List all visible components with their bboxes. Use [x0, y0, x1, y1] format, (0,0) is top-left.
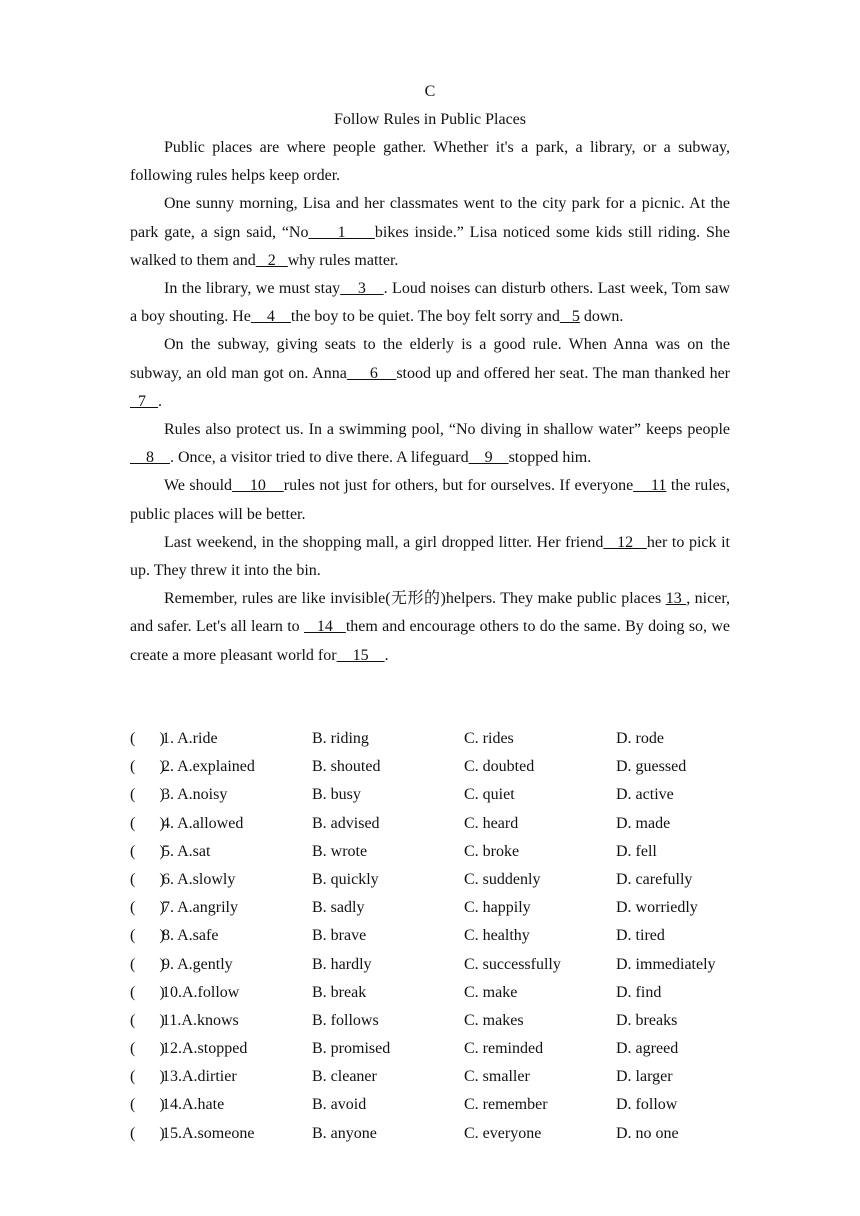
paragraph-text: her to pick it up. They threw it into the bin.	[130, 533, 731, 580]
paragraph-text: Rules also protect us. In a swimming pool, “No diving in shallow water” keeps people	[164, 421, 730, 439]
answer-paren[interactable]: ( )	[130, 786, 165, 804]
passage-body	[130, 134, 730, 670]
paragraph-text: why rules matter.	[287, 251, 399, 269]
answer-paren[interactable]: ( )	[130, 870, 165, 888]
paragraph-text: the rules, public places will be better.	[130, 477, 731, 523]
passage-paragraph	[130, 585, 730, 670]
question-row	[130, 922, 770, 950]
option-a: 13.A.dirtier	[162, 1068, 237, 1086]
passage-paragraph	[130, 331, 730, 416]
answer-blank[interactable]: 9	[468, 449, 509, 467]
answer-paren[interactable]: ( )	[130, 842, 165, 860]
answer-paren[interactable]: ( )	[130, 955, 165, 973]
paragraph-text: In the library, we must stay	[164, 280, 341, 298]
answer-paren[interactable]: ( )	[130, 814, 165, 832]
question-row	[130, 725, 770, 753]
answer-blank[interactable]: 6	[346, 364, 397, 382]
option-d: D. made	[616, 814, 671, 832]
answer-paren[interactable]: ( )	[130, 1096, 165, 1114]
paragraph-text: , nicer, and safer. Let's all learn to	[130, 590, 731, 636]
option-a: 11.A.knows	[162, 1011, 239, 1029]
option-b: B. promised	[312, 1040, 391, 1058]
option-b: B. cleaner	[312, 1068, 377, 1086]
passage-title: Follow Rules in Public Places	[334, 111, 526, 128]
option-a: 6. A.slowly	[162, 870, 236, 888]
question-row	[130, 781, 770, 809]
paragraph-text: . Once, a visitor tried to dive there. A lifeguard	[170, 449, 469, 467]
option-c: C. reminded	[464, 1040, 544, 1058]
option-d: D. agreed	[616, 1040, 679, 1058]
question-row	[130, 951, 770, 979]
passage-paragraph	[130, 416, 730, 472]
option-b: B. riding	[312, 730, 369, 747]
option-a: 3. A.noisy	[162, 786, 228, 804]
option-d: D. worriedly	[616, 899, 698, 917]
option-b: B. advised	[312, 814, 380, 832]
paragraph-text: .	[384, 646, 389, 664]
option-a: 7. A.angrily	[162, 899, 238, 917]
paragraph-text: .	[158, 392, 162, 410]
question-row	[130, 894, 770, 922]
answer-blank[interactable]: 8	[130, 449, 170, 467]
question-row	[130, 1120, 770, 1148]
paragraph-text: rules not just for others, but for ourselves. If everyone	[283, 477, 634, 495]
answer-blank[interactable]: 12	[603, 533, 647, 551]
paragraph-text: the boy to be quiet. The boy felt sorry and	[290, 308, 560, 326]
answer-blank[interactable]: 14	[304, 618, 346, 636]
option-c: C. heard	[464, 814, 519, 832]
answer-paren[interactable]: ( )	[130, 927, 165, 945]
passage-paragraph	[130, 529, 730, 585]
answer-paren[interactable]: ( )	[130, 1040, 165, 1058]
option-b: B. anyone	[312, 1124, 377, 1142]
passage-paragraph	[130, 275, 730, 331]
answer-blank[interactable]: 15	[336, 646, 385, 664]
option-c: C. successfully	[464, 955, 561, 973]
section-letter: C	[424, 83, 436, 100]
option-c: C. happily	[464, 899, 531, 917]
option-c: C. suddenly	[464, 870, 541, 888]
option-b: B. busy	[312, 786, 361, 804]
answer-paren[interactable]: ( )	[130, 758, 165, 776]
answer-blank[interactable]: 11	[633, 477, 667, 495]
option-b: B. shouted	[312, 758, 381, 776]
option-a: 15.A.someone	[162, 1124, 255, 1142]
question-row	[130, 1091, 770, 1119]
paragraph-text: . Loud noises can disturb others. Last week, Tom saw a boy shouting. He	[130, 280, 731, 326]
option-b: B. sadly	[312, 899, 365, 917]
option-d: D. find	[616, 983, 662, 1001]
option-a: 5. A.sat	[162, 842, 211, 860]
paragraph-text: Last weekend, in the shopping mall, a girl dropped litter. Her friend	[164, 533, 604, 551]
option-a: 10.A.follow	[162, 983, 240, 1001]
paragraph-text: stopped him.	[508, 449, 592, 467]
question-row	[130, 838, 770, 866]
option-d: D. active	[616, 786, 674, 804]
question-list	[130, 725, 770, 1148]
option-a: 8. A.safe	[162, 927, 219, 945]
answer-blank[interactable]: 4	[250, 308, 291, 326]
option-b: B. hardly	[312, 955, 372, 973]
answer-paren[interactable]: ( )	[130, 730, 165, 747]
option-c: C. everyone	[464, 1124, 542, 1142]
paragraph-text: On the subway, giving seats to the elderly is a good rule. When Anna was on the subway, an old man got on. Anna	[130, 336, 730, 382]
option-c: C. healthy	[464, 927, 530, 945]
option-a: 2. A.explained	[162, 758, 255, 776]
question-row	[130, 979, 770, 1007]
option-c: C. doubted	[464, 758, 535, 776]
question-row	[130, 866, 770, 894]
option-b: B. quickly	[312, 870, 379, 888]
passage-paragraph	[130, 472, 730, 528]
option-d: D. larger	[616, 1068, 673, 1086]
option-b: B. break	[312, 983, 367, 1001]
answer-blank[interactable]: 7	[130, 392, 158, 410]
option-d: D. no one	[616, 1124, 679, 1142]
option-d: D. immediately	[616, 955, 716, 973]
option-c: C. remember	[464, 1096, 548, 1114]
paragraph-text: One sunny morning, Lisa and her classmates went to the city park for a picnic. At the park gate, a sign said, “No	[130, 195, 730, 241]
option-b: B. brave	[312, 927, 367, 945]
answer-paren[interactable]: ( )	[130, 1068, 165, 1086]
answer-blank[interactable]: 2	[255, 251, 288, 269]
option-d: D. guessed	[616, 758, 687, 776]
paragraph-text: Remember, rules are like invisible(无形的)helpers. They make public places	[164, 590, 666, 608]
answer-blank[interactable]: 3	[340, 280, 384, 298]
question-row	[130, 810, 770, 838]
option-a: 14.A.hate	[162, 1096, 225, 1114]
option-b: B. wrote	[312, 842, 368, 860]
answer-paren[interactable]: ( )	[130, 899, 165, 917]
passage-section	[130, 78, 730, 670]
passage-paragraph	[130, 134, 730, 190]
option-a: 4. A.allowed	[162, 814, 244, 832]
option-a: 1. A.ride	[162, 730, 218, 747]
option-d: D. breaks	[616, 1011, 678, 1029]
passage-paragraph	[130, 190, 730, 275]
question-row	[130, 1063, 770, 1091]
answer-blank[interactable]: 1	[308, 223, 375, 241]
option-a: 9. A.gently	[162, 955, 233, 973]
answer-paren[interactable]: ( )	[130, 983, 165, 1001]
paragraph-text: stood up and offered her seat. The man thanked her	[396, 364, 731, 382]
option-d: D. tired	[616, 927, 665, 945]
option-c: C. quiet	[464, 786, 515, 804]
answer-blank[interactable]: 5	[559, 308, 580, 326]
answer-paren[interactable]: ( )	[130, 1011, 165, 1029]
answer-blank[interactable]: 10	[232, 477, 284, 495]
option-c: C. smaller	[464, 1068, 530, 1086]
option-d: D. carefully	[616, 870, 693, 888]
paragraph-text: down.	[579, 308, 624, 326]
option-d: D. rode	[616, 730, 664, 747]
option-c: C. rides	[464, 730, 514, 747]
paragraph-text: them and encourage others to do the same. By doing so, we create a more pleasant world for	[130, 618, 731, 664]
answer-paren[interactable]: ( )	[130, 1124, 165, 1142]
option-d: D. follow	[616, 1096, 678, 1114]
option-a: 12.A.stopped	[162, 1040, 248, 1058]
question-row	[130, 1007, 770, 1035]
option-c: C. make	[464, 983, 518, 1001]
answer-blank[interactable]: 13	[665, 590, 687, 608]
paragraph-text: We should	[164, 477, 233, 495]
question-row	[130, 753, 770, 781]
paragraph-text: Public places are where people gather. Whether it's a park, a library, or a subway, following rules helps keep order.	[130, 139, 730, 185]
option-d: D. fell	[616, 842, 657, 860]
option-c: C. makes	[464, 1011, 524, 1029]
option-c: C. broke	[464, 842, 520, 860]
option-b: B. follows	[312, 1011, 379, 1029]
question-row	[130, 1035, 770, 1063]
paragraph-text: bikes inside.” Lisa noticed some kids still riding. She walked to them and	[130, 223, 731, 269]
option-b: B. avoid	[312, 1096, 367, 1114]
